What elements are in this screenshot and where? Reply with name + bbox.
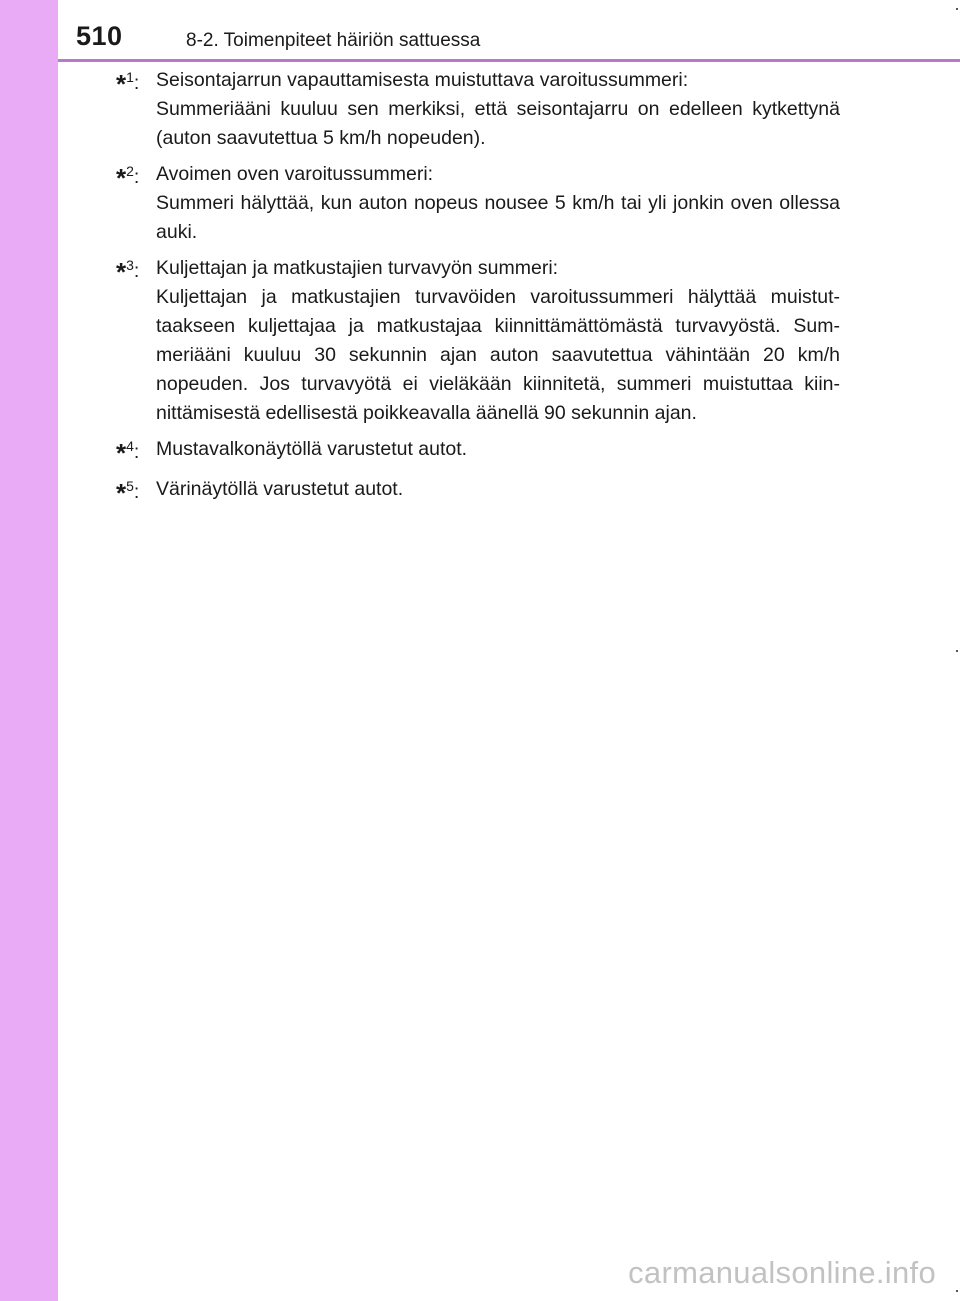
footnote-body bbox=[156, 160, 840, 247]
sidebar-tab-strip bbox=[0, 0, 58, 1301]
footnote-body bbox=[156, 475, 840, 504]
footnote-list bbox=[116, 66, 840, 515]
footnote-title: Kuljettajan ja matkustajien turvavyön summeri: bbox=[156, 257, 559, 279]
footnote-marker bbox=[116, 254, 156, 287]
footnote-text: Summeriääni kuuluu sen merkiksi, että seisontajarru on edelleen kytkettynä (auton saavutettua 5 km/h nopeuden). bbox=[156, 98, 840, 149]
footnote-marker bbox=[116, 435, 156, 468]
footnote-number: 5 bbox=[126, 478, 134, 494]
watermark: carmanualsonline.info bbox=[628, 1255, 936, 1290]
footnote-colon: : bbox=[133, 481, 140, 503]
section-title: 8-2. Toimenpiteet häiriön sattuessa bbox=[186, 30, 481, 51]
asterisk-icon: * bbox=[116, 69, 127, 99]
crop-mark bbox=[956, 650, 958, 652]
asterisk-icon: * bbox=[116, 478, 127, 508]
footnote-marker bbox=[116, 160, 156, 193]
footnote-2 bbox=[116, 160, 840, 247]
crop-mark bbox=[956, 1290, 958, 1292]
footnote-number: 3 bbox=[126, 257, 134, 273]
footnote-marker bbox=[116, 66, 156, 99]
footnote-colon: : bbox=[133, 260, 140, 282]
page-number: 510 bbox=[76, 21, 123, 51]
footnote-4 bbox=[116, 435, 840, 468]
footnote-text: Kuljettajan ja matkustajien turvavöiden varoitussummeri hälyttää muistuttaakseen kuljettajaa ja matkustajaa kiinnittämättömästä turvavyöstä. Summeriääni kuuluu 30 sekunnin ajan auton saavutettua vähintään 20 km/h nopeuden. Jos turvavyötä ei vieläkään kiinnitetä, summeri muistuttaa kiinnittämisestä edellisestä poikkeavalla äänellä 90 sekunnin ajan. bbox=[156, 286, 840, 424]
footnote-title: Mustavalkonäytöllä varustetut autot. bbox=[156, 438, 468, 460]
page-header bbox=[0, 0, 960, 58]
footnote-number: 1 bbox=[126, 69, 134, 85]
footnote-colon: : bbox=[133, 72, 140, 94]
footnote-3 bbox=[116, 254, 840, 428]
footnote-number: 4 bbox=[126, 438, 134, 454]
footnote-title: Avoimen oven varoitussummeri: bbox=[156, 163, 434, 185]
header-tab-corner bbox=[0, 0, 58, 58]
footnote-title: Värinäytöllä varustetut autot. bbox=[156, 478, 404, 500]
footnote-1 bbox=[116, 66, 840, 153]
header-divider bbox=[58, 59, 960, 62]
footnote-marker bbox=[116, 475, 156, 508]
footnote-colon: : bbox=[133, 441, 140, 463]
footnote-text: Summeri hälyttää, kun auton nopeus nousee 5 km/h tai yli jonkin oven ollessa auki. bbox=[156, 192, 840, 243]
footnote-5 bbox=[116, 475, 840, 508]
footnote-number: 2 bbox=[126, 163, 134, 179]
asterisk-icon: * bbox=[116, 163, 127, 193]
footnote-title: Seisontajarrun vapauttamisesta muistuttava varoitussummeri: bbox=[156, 69, 689, 91]
footnote-body bbox=[156, 435, 840, 464]
footnote-body bbox=[156, 66, 840, 153]
asterisk-icon: * bbox=[116, 257, 127, 287]
asterisk-icon: * bbox=[116, 438, 127, 468]
crop-mark bbox=[956, 8, 958, 10]
footnote-colon: : bbox=[133, 166, 140, 188]
footnote-body bbox=[156, 254, 840, 428]
